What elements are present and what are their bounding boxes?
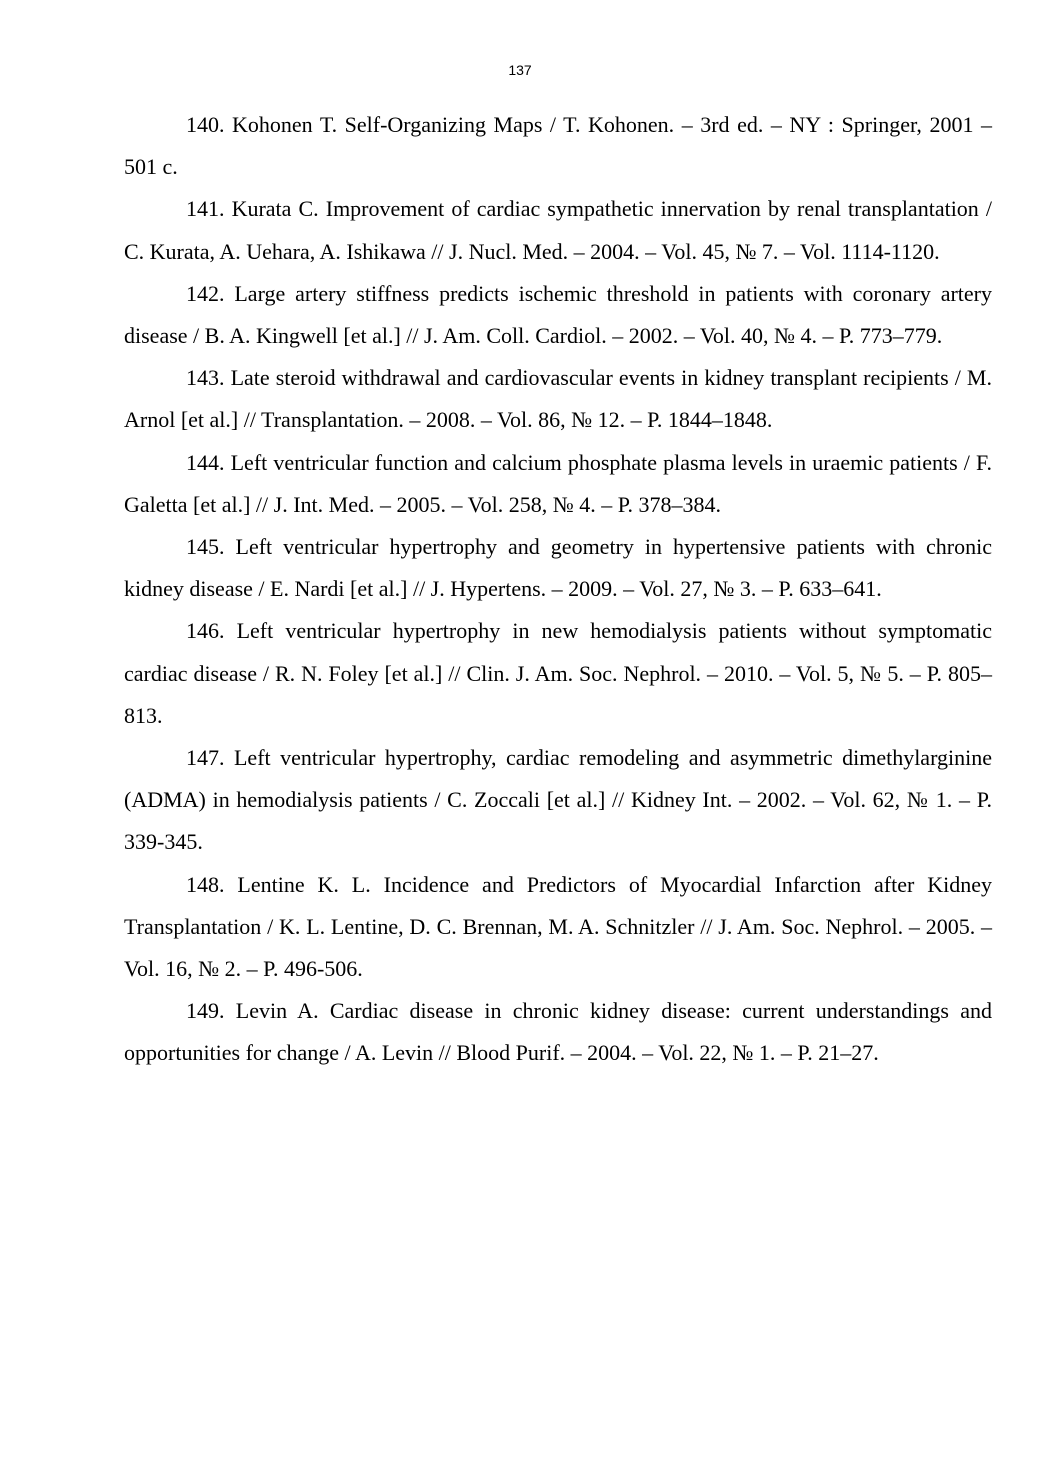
reference-item: 145. Left ventricular hypertrophy and geometry in hypertensive patients with chronic kidney disease / E. Nardi [et al.] // J. Hypertens. – 2009. – Vol. 27, № 3. – P. 633–641.	[124, 534, 992, 602]
reference-item: 143. Late steroid withdrawal and cardiovascular events in kidney transplant recipients / M. Arnol [et al.] // Transplantation. – 2008. – Vol. 86, № 12. – P. 1844–1848.	[124, 365, 992, 433]
reference-item: 140. Kohonen T. Self-Organizing Maps / T. Kohonen. – 3rd ed. – NY : Springer, 2001 – 501 c.	[124, 112, 992, 180]
reference-list	[124, 104, 992, 1075]
reference-item: 148. Lentine K. L. Incidence and Predictors of Myocardial Infarction after Kidney Transplantation / K. L. Lentine, D. C. Brennan, M. A. Schnitzler // J. Am. Soc. Nephrol. – 2005. – Vol. 16, № 2. – P. 496-506.	[124, 871, 992, 982]
page-number: 137	[508, 62, 532, 78]
reference-item: 144. Left ventricular function and calcium phosphate plasma levels in uraemic patients / F. Galetta [et al.] // J. Int. Med. – 2005. – Vol. 258, № 4. – P. 378–384.	[124, 449, 992, 517]
reference-item: 142. Large artery stiffness predicts ischemic threshold in patients with coronary artery disease / B. A. Kingwell [et al.] // J. Am. Coll. Cardiol. – 2002. – Vol. 40, № 4. – P. 773–779.	[124, 280, 992, 349]
reference-item: 149. Levin A. Cardiac disease in chronic kidney disease: current understandings and opportunities for change / A. Levin // Blood Purif. – 2004. – Vol. 22, № 1. – P. 21–27.	[124, 998, 992, 1066]
reference-item: 147. Left ventricular hypertrophy, cardiac remodeling and asymmetric dimethylarginine (ADMA) in hemodialysis patients / C. Zoccali [et al.] // Kidney Int. – 2002. – Vol. 62, № 1. – P. 339-345.	[124, 745, 992, 855]
reference-item: 141. Kurata C. Improvement of cardiac sympathetic innervation by renal transplantation / C. Kurata, A. Uehara, A. Ishikawa // J. Nucl. Med. – 2004. – Vol. 45, № 7. – Vol. 1114-1120.	[124, 196, 992, 264]
reference-item: 146. Left ventricular hypertrophy in new hemodialysis patients without symptomatic cardiac disease / R. N. Foley [et al.] // Clin. J. Am. Soc. Nephrol. – 2010. – Vol. 5, № 5. – P. 805–813.	[124, 618, 992, 728]
